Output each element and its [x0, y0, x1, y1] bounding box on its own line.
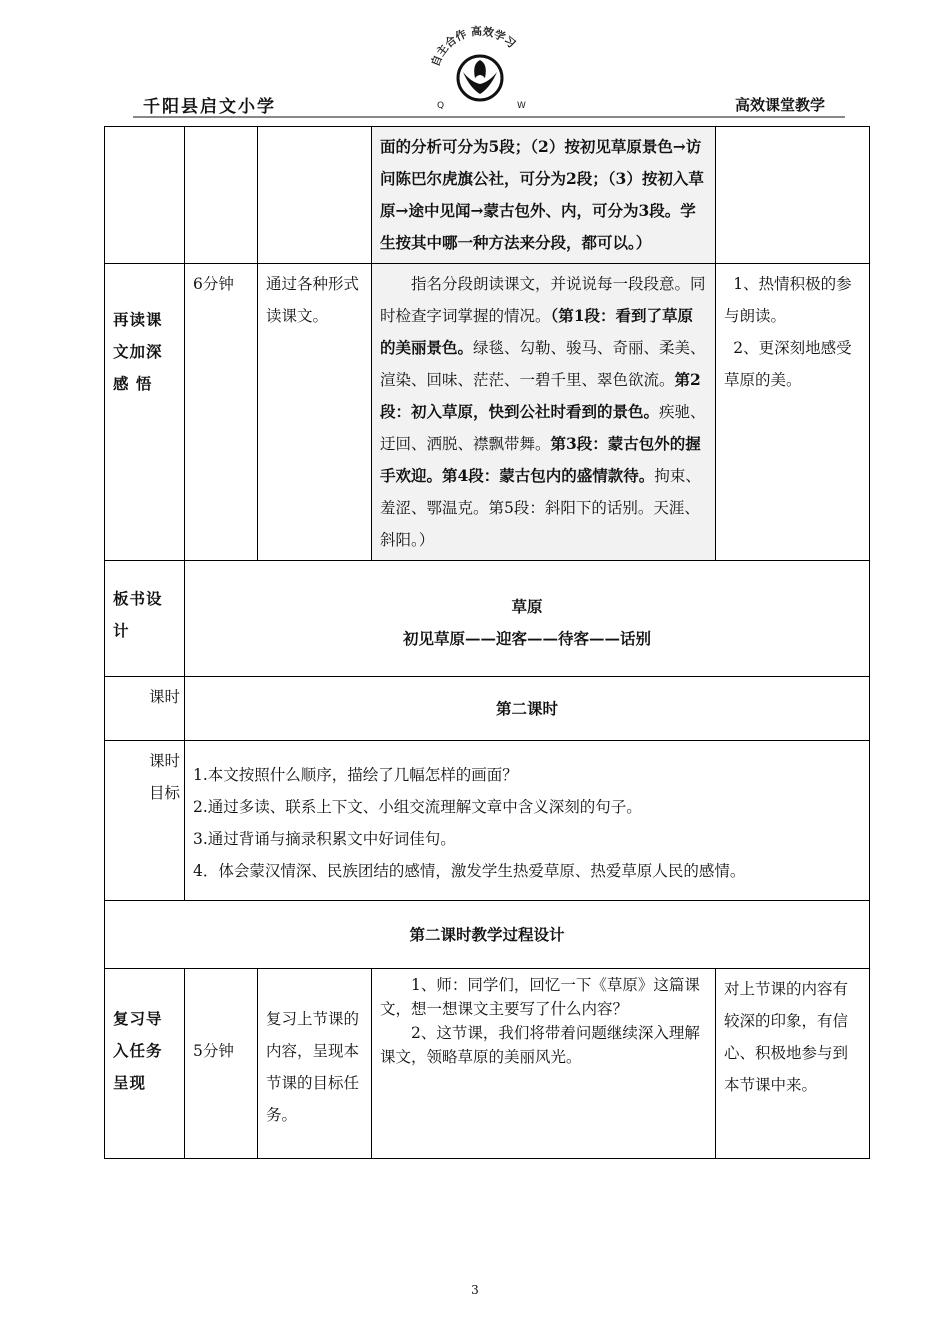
lesson-plan-table — [104, 126, 870, 1159]
table-row — [105, 127, 870, 264]
time-cell — [185, 264, 258, 561]
board-label: 板书设 计 — [113, 589, 163, 640]
logo-letter-w: W — [517, 101, 526, 111]
content-cell — [372, 264, 716, 561]
goal-cell-empty — [716, 127, 870, 264]
activity-label: 通过各种形式读课文。 — [266, 275, 360, 325]
logo-letter-q: Q — [437, 101, 445, 111]
time-label: 6分钟 — [193, 275, 234, 293]
segment-text: 指名分段朗读课文，并说说每一段段意。同时检查字词掌握的情况。（第1段：看到了草原的美丽景色。绿毯、勾勒、骏马、奇丽、柔美、渲染、回味、茫茫、一碧千里、翠色欲流。第2段：初入草原，快到公社时看到的景色。疾驰、迂回、洒脱、襟飘带舞。第3段：蒙古包外的握手欢迎。第4段：蒙古包内的盛情款待。拘束、羞涩、鄂温克。第5段：斜阳下的话别。天涯、斜阳。） — [380, 275, 706, 549]
table-row — [105, 901, 870, 969]
table-row — [105, 677, 870, 741]
activity-cell-empty — [258, 127, 372, 264]
process-title: 第二课时教学过程设计 — [409, 924, 565, 944]
objective-item: 1.本文按照什么顺序，描绘了几幅怎样的画面？ — [193, 766, 518, 784]
stage-label: 复习导入任务呈现 — [113, 1009, 163, 1092]
table-row — [105, 264, 870, 561]
segmenting-text: 面的分析可分为5段；（2）按初见草原景色→访问陈巴尔虎旗公社，可分为2段；（3）按初入草原→途中见闻→蒙古包外、内，可分为3段。学生按其中哪一种方法来分段，都可以。） — [380, 137, 704, 252]
table-row — [105, 561, 870, 677]
objective-item: 3.通过背诵与摘录积累文中好词佳句。 — [193, 830, 456, 848]
school-name: 千阳县启文小学 — [143, 97, 276, 117]
time-cell-empty — [185, 127, 258, 264]
time-cell — [185, 969, 258, 1159]
review-text-2: 2、这节课，我们将带着问题继续深入理解课文，领略草原的美丽风光。 — [380, 1024, 700, 1066]
lesson-label-cell — [105, 677, 185, 741]
content-cell — [372, 969, 716, 1159]
school-logo — [415, 20, 545, 115]
board-content-cell — [185, 561, 870, 677]
board-title: 草原 — [511, 597, 543, 616]
objective-item: 4．体会蒙汉情深、民族团结的感情，激发学生热爱草原、热爱草原人民的感情。 — [193, 862, 746, 880]
activity-cell — [258, 264, 372, 561]
logo-emblem-icon — [415, 20, 545, 115]
header-rule — [133, 116, 845, 118]
lesson-label: 课时 — [149, 688, 181, 706]
stage-cell-empty — [105, 127, 185, 264]
logo-arc-text: 自主合作 高效学习 — [428, 24, 519, 69]
goal-cell — [716, 264, 870, 561]
goal-1: 1、热情积极的参与朗读。 — [724, 275, 852, 325]
activity-cell — [258, 969, 372, 1159]
table-row — [105, 741, 870, 901]
time-label: 5分钟 — [193, 1042, 234, 1060]
page-number: 3 — [471, 1283, 479, 1297]
lesson-value-cell — [185, 677, 870, 741]
activity-label: 复习上节课的内容，呈现本节课的目标任务。 — [266, 1010, 360, 1124]
stage-label: 再读课文加深感 悟 — [113, 310, 163, 393]
process-title-cell — [105, 901, 870, 969]
stage-cell — [105, 264, 185, 561]
goal-2: 2、更深刻地感受草原的美。 — [724, 339, 852, 389]
objectives-cell — [185, 741, 870, 901]
board-line: 初见草原——迎客——待客——话别 — [402, 629, 651, 648]
lesson-value: 第二课时 — [495, 698, 558, 718]
board-label-cell — [105, 561, 185, 677]
objective-item: 2.通过多读、联系上下文、小组交流理解文章中含义深刻的句子。 — [193, 798, 642, 816]
goal-text: 对上节课的内容有较深的印象，有信心、积极地参与到本节课中来。 — [724, 980, 849, 1094]
stage-cell — [105, 969, 185, 1159]
table-row — [105, 969, 870, 1159]
page-header — [105, 20, 845, 120]
review-text-1: 1、师：同学们，回忆一下《草原》这篇课文，想一想课文主要写了什么内容？ — [380, 976, 700, 1018]
goal-cell — [716, 969, 870, 1159]
content-cell — [372, 127, 716, 264]
brand-title: 高效课堂教学 — [734, 96, 825, 114]
objectives-label-cell — [105, 741, 185, 901]
objectives-label: 课时目标 — [149, 752, 181, 802]
